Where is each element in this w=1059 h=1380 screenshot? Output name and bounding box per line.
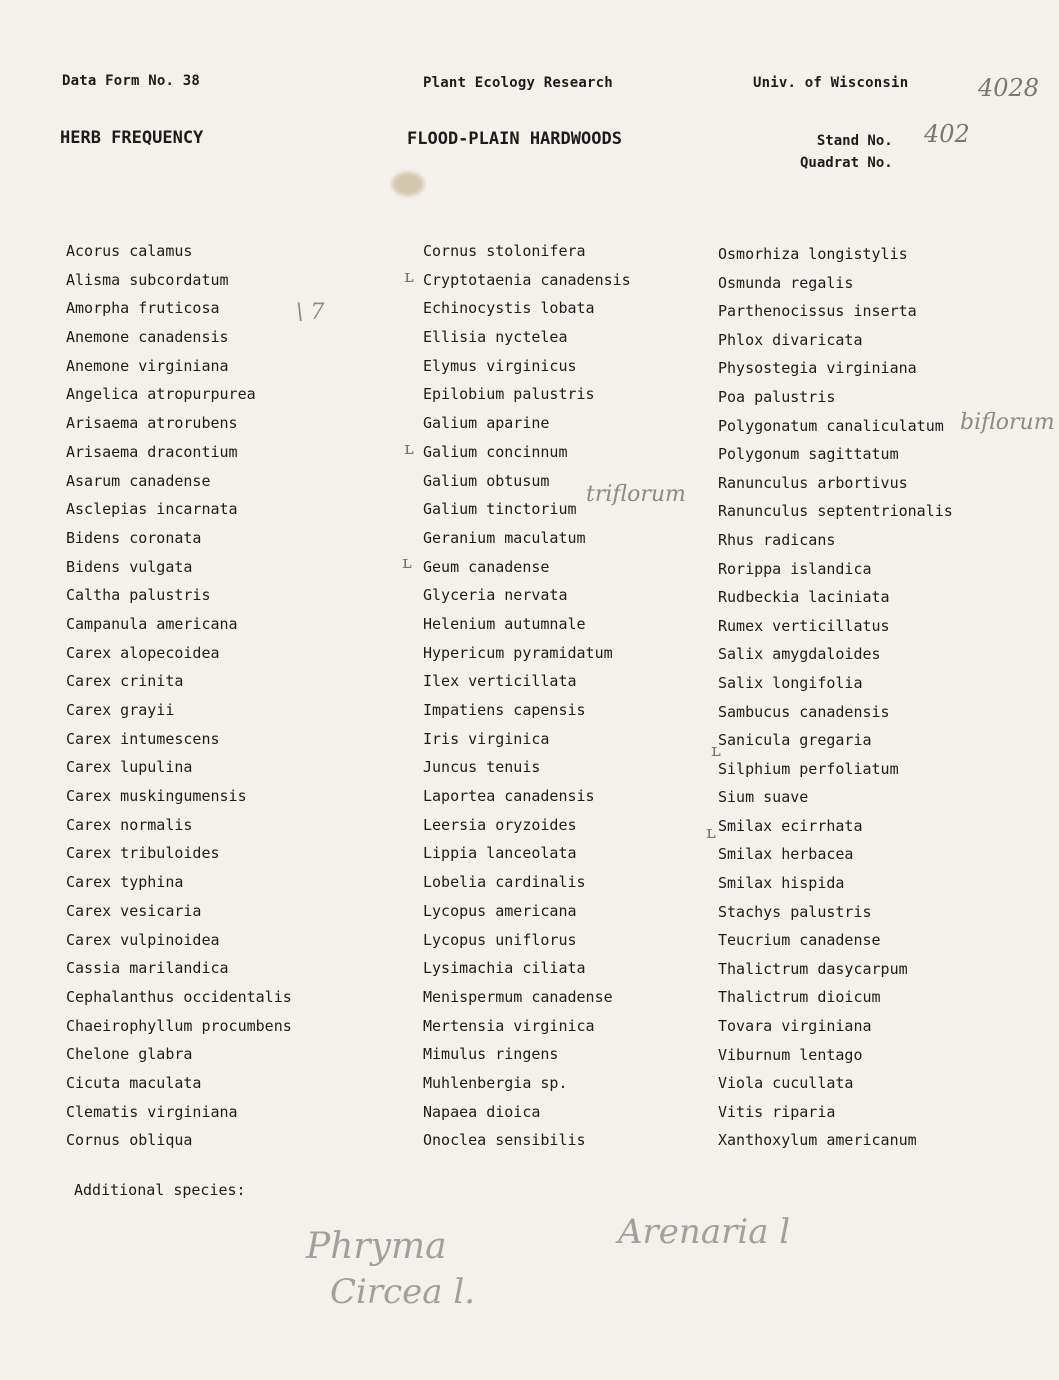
species-name: Galium aparine xyxy=(423,414,550,433)
species-name: Xanthoxylum americanum xyxy=(718,1131,917,1150)
species-name: Acorus calamus xyxy=(66,242,193,260)
species-name: Menispermum canadense xyxy=(423,987,613,1006)
species-name: Ranunculus arbortivus xyxy=(718,473,908,492)
species-name: Helenium autumnale xyxy=(423,614,586,633)
species-name: Carex tribuloides xyxy=(66,844,220,863)
species-name: Cicuta maculata xyxy=(66,1073,202,1092)
species-name: Ilex verticillata xyxy=(423,672,577,691)
organization: Plant Ecology Research xyxy=(423,75,613,91)
paper-stain xyxy=(392,172,424,196)
species-name: Chaeirophyllum procumbens xyxy=(66,1016,292,1035)
species-name: Sanicula gregaria xyxy=(718,731,872,750)
species-name: Cephalanthus occidentalis xyxy=(66,987,292,1006)
species-name: Ellisia nyctelea xyxy=(423,328,568,347)
species-name: Tovara virginiana xyxy=(718,1017,872,1036)
handwritten-stand-value: 402 xyxy=(924,120,970,148)
stand-quadrat-block xyxy=(800,130,893,174)
handwritten-corner-number: 4028 xyxy=(978,74,1040,102)
species-name: Galium obtusum xyxy=(423,471,550,490)
species-name: Onoclea sensibilis xyxy=(423,1131,586,1150)
handwritten-additional-2: Arenaria l xyxy=(618,1212,791,1252)
quadrat-label: Quadrat No. xyxy=(800,155,893,171)
species-name: Hypericum pyramidatum xyxy=(423,643,613,662)
species-name: Lysimachia ciliata xyxy=(423,959,586,978)
species-name: Arisaema atrorubens xyxy=(66,414,238,433)
species-name: Ranunculus septentrionalis xyxy=(718,502,953,521)
species-name: Lobelia cardinalis xyxy=(423,873,586,892)
form-number: Data Form No. 38 xyxy=(62,73,201,89)
species-name: Vitis riparia xyxy=(718,1102,836,1121)
species-name: Parthenocissus inserta xyxy=(718,302,917,321)
check-mark: ʟ xyxy=(404,266,414,287)
community-title: FLOOD-PLAIN HARDWOODS xyxy=(407,129,622,149)
species-name: Salix longifolia xyxy=(718,673,863,692)
species-name: Alisma subcordatum xyxy=(66,270,229,289)
species-name: Arisaema dracontium xyxy=(66,442,238,461)
species-name: Smilax herbacea xyxy=(718,845,854,864)
species-name: Laportea canadensis xyxy=(423,787,595,806)
species-name: Clematis virginiana xyxy=(66,1102,238,1121)
species-name: Osmorhiza longistylis xyxy=(718,245,908,263)
species-column-3 xyxy=(718,240,953,1155)
species-name: Rudbeckia laciniata xyxy=(718,588,890,607)
species-name: Impatiens capensis xyxy=(423,701,586,719)
species-name: Asclepias incarnata xyxy=(66,500,238,519)
species-name: Cryptotaenia canadensis xyxy=(423,270,631,289)
species-name: Galium tinctorium xyxy=(423,500,577,519)
species-name: Asarum canadense xyxy=(66,471,211,490)
species-name: Mimulus ringens xyxy=(423,1045,559,1064)
species-name: Anemone virginiana xyxy=(66,356,229,375)
species-name: Viburnum lentago xyxy=(718,1045,863,1064)
species-name: Silphium perfoliatum xyxy=(718,759,899,778)
species-name: Galium concinnum xyxy=(423,442,568,461)
species-name: Carex normalis xyxy=(66,815,193,834)
handwritten-note-polygonatum: biflorum xyxy=(960,410,1055,435)
species-name: Stachys palustris xyxy=(718,902,872,921)
species-name: Polygonum sagittatum xyxy=(718,445,899,464)
species-name: Carex grayii xyxy=(66,701,175,719)
species-name: Geranium maculatum xyxy=(423,528,586,547)
check-mark: ʟ xyxy=(706,822,716,843)
species-name: Iris virginica xyxy=(423,729,550,748)
handwritten-note-galium: triflorum xyxy=(586,482,686,507)
species-name: Chelone glabra xyxy=(66,1045,193,1064)
species-name: Sium suave xyxy=(718,788,809,807)
species-name: Lycopus uniflorus xyxy=(423,930,577,949)
species-name: Sambucus canadensis xyxy=(718,702,890,721)
species-name: Anemone canadensis xyxy=(66,328,229,347)
check-mark: ʟ xyxy=(711,740,721,761)
species-name: Rhus radicans xyxy=(718,530,836,549)
species-name: Cassia marilandica xyxy=(66,959,229,978)
additional-species-label: Additional species: xyxy=(74,1181,246,1199)
species-name: Elymus virginicus xyxy=(423,356,577,375)
species-name: Geum canadense xyxy=(423,557,550,576)
stand-label: Stand No. xyxy=(816,133,893,149)
species-name: Smilax hispida xyxy=(718,874,845,893)
handwritten-mark-amorpha: \ 7 xyxy=(296,300,325,325)
species-name: Carex crinita xyxy=(66,672,184,691)
species-name: Carex intumescens xyxy=(66,729,220,748)
handwritten-additional-3: Circea l. xyxy=(330,1272,476,1312)
species-name: Carex alopecoidea xyxy=(66,643,220,662)
species-name: Napaea dioica xyxy=(423,1102,541,1121)
species-name: Muhlenbergia sp. xyxy=(423,1073,568,1092)
species-name: Campanula americana xyxy=(66,614,238,633)
species-name: Poa palustris xyxy=(718,387,836,406)
species-name: Polygonatum canaliculatum xyxy=(718,416,944,435)
species-name: Amorpha fruticosa xyxy=(66,299,220,318)
form-title: HERB FREQUENCY xyxy=(60,128,204,148)
species-name: Lycopus americana xyxy=(423,901,577,920)
species-name: Physostegia virginiana xyxy=(718,359,917,378)
species-name: Cornus stolonifera xyxy=(423,242,586,260)
handwritten-additional-1: Phryma xyxy=(306,1226,447,1267)
species-name: Bidens vulgata xyxy=(66,557,193,576)
species-name: Osmunda regalis xyxy=(718,273,854,292)
species-name: Bidens coronata xyxy=(66,528,202,547)
species-column-2 xyxy=(423,237,631,1155)
species-name: Caltha palustris xyxy=(66,586,211,605)
species-name: Carex vulpinoidea xyxy=(66,930,220,949)
species-name: Thalictrum dioicum xyxy=(718,988,881,1007)
species-name: Epilobium palustris xyxy=(423,385,595,404)
species-name: Carex typhina xyxy=(66,873,184,892)
check-mark: ʟ xyxy=(404,438,414,459)
species-name: Glyceria nervata xyxy=(423,586,568,605)
species-name: Carex vesicaria xyxy=(66,901,202,920)
species-name: Teucrium canadense xyxy=(718,931,881,950)
species-name: Smilax ecirrhata xyxy=(718,816,863,835)
species-name: Rumex verticillatus xyxy=(718,616,890,635)
species-name: Thalictrum dasycarpum xyxy=(718,959,908,978)
species-name: Carex lupulina xyxy=(66,758,193,777)
species-name: Echinocystis lobata xyxy=(423,299,595,318)
species-name: Juncus tenuis xyxy=(423,758,541,777)
species-name: Salix amygdaloides xyxy=(718,645,881,664)
species-name: Phlox divaricata xyxy=(718,330,863,349)
species-name: Mertensia virginica xyxy=(423,1016,595,1035)
species-name: Leersia oryzoides xyxy=(423,815,577,834)
species-name: Viola cucullata xyxy=(718,1074,854,1093)
species-name: Carex muskingumensis xyxy=(66,787,247,806)
species-name: Rorippa islandica xyxy=(718,559,872,578)
university: Univ. of Wisconsin xyxy=(753,75,909,91)
species-name: Lippia lanceolata xyxy=(423,844,577,863)
species-column-1 xyxy=(66,237,292,1155)
check-mark: ʟ xyxy=(402,552,412,573)
species-name: Cornus obliqua xyxy=(66,1131,193,1150)
species-name: Angelica atropurpurea xyxy=(66,385,256,404)
